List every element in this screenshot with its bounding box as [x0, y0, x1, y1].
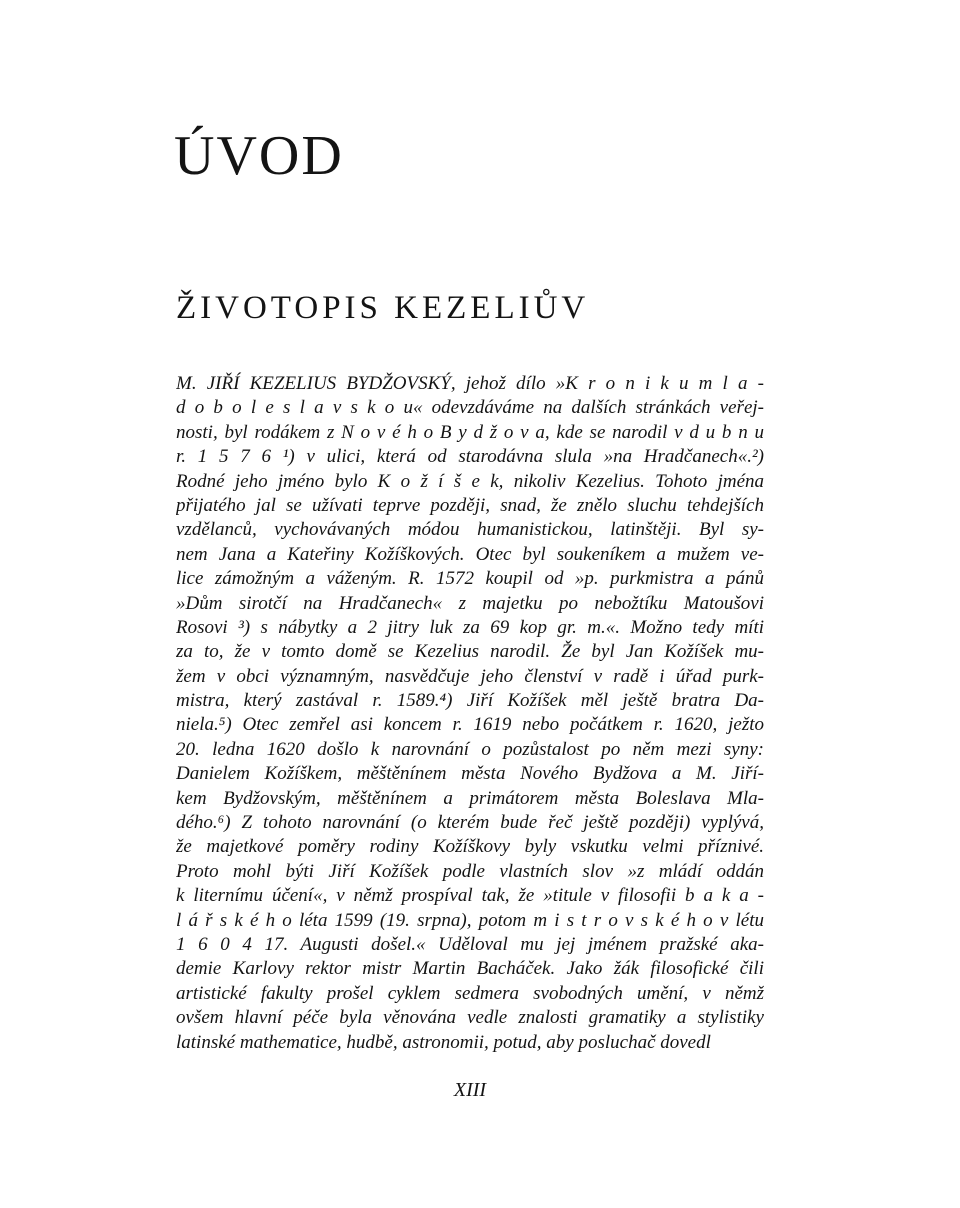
page-title: ÚVOD [174, 125, 344, 187]
text-line: za to, že v tomto domě se Kezelius narodil. Že byl Jan Kožíšek mu- [176, 641, 764, 663]
text-line: vzdělanců, vychovávaných módou humanistickou, latinštěji. Byl sy- [176, 519, 764, 541]
text-line: dého.⁶) Z tohoto narovnání (o kterém bude řeč ještě později) vyplývá, [176, 812, 764, 834]
text-line: 1 6 0 4 17. Augusti došel.« Uděloval mu jej jménem pražské aka- [176, 933, 764, 955]
page-number: XIII [453, 1079, 487, 1101]
text-line: že majetkové poměry rodiny Kožíškovy byly vskutku velmi příznivé. [176, 836, 764, 858]
body-paragraph [176, 372, 764, 1055]
text-line: Danielem Kožíškem, měštěnínem města Nového Bydžova a M. Jiří- [176, 763, 764, 785]
text-line: niela.⁵) Otec zemřel asi koncem r. 1619 nebo počátkem r. 1620, ježto [176, 714, 764, 736]
text-line: mistra, který zastával r. 1589.⁴) Jiří Kožíšek měl ještě bratra Da- [176, 690, 764, 712]
text-line: Rosovi ³) s nábytky a 2 jitry luk za 69 kop gr. m.«. Možno tedy míti [176, 616, 764, 638]
text-line: artistické fakulty prošel cyklem sedmera svobodných umění, v němž [176, 982, 764, 1004]
text-line: »Dům sirotčí na Hradčanech« z majetku po nebožtíku Matoušovi [176, 592, 764, 614]
text-line: k liternímu účení«, v němž prospíval tak, že »titule v filosofii b a k a - [176, 885, 764, 907]
text-line: l á ř s k é h o léta 1599 (19. srpna), potom m i s t r o v s k é h o v létu [176, 909, 764, 931]
text-line: demie Karlovy rektor mistr Martin Bacháček. Jako žák filosofické čili [176, 958, 764, 980]
text-line: nem Jana a Kateřiny Kožíškových. Otec byl soukeníkem a mužem ve- [176, 543, 764, 565]
text-line: lice zámožným a váženým. R. 1572 koupil od »p. purkmistra a pánů [176, 568, 764, 590]
section-title: ŽIVOTOPIS KEZELIŮV [176, 290, 590, 326]
text-line: r. 1 5 7 6 ¹) v ulici, která od starodávna slula »na Hradčanech«.²) [176, 446, 764, 468]
text-line: nosti, byl rodákem z N o v é h o B y d ž o v a, kde se narodil v d u b n u [176, 421, 764, 443]
text-line: d o b o l e s l a v s k o u« odevzdáváme na dalších stránkách veřej- [176, 397, 764, 419]
text-line: ovšem hlavní péče byla věnována vedle znalosti gramatiky a stylistiky [176, 1007, 764, 1029]
text-line: latinské mathematice, hudbě, astronomii, potud, aby posluchač dovedl [176, 1031, 711, 1053]
text-line: kem Bydžovským, měštěnínem a primátorem města Boleslava Mla- [176, 787, 764, 809]
text-line: žem v obci významným, nasvědčuje jeho členství v radě i úřad purk- [176, 665, 764, 687]
text-line: Rodné jeho jméno bylo K o ž í š e k, nikoliv Kezelius. Tohoto jména [176, 470, 764, 492]
text-line: 20. ledna 1620 došlo k narovnání o pozůstalost po něm mezi syny: [176, 738, 764, 760]
text-line: přijatého jal se užívati teprve později, snad, že znělo sluchu tehdejších [176, 494, 764, 516]
text-line: Proto mohl býti Jiří Kožíšek podle vlastních slov »z mládí oddán [176, 860, 764, 882]
text-line: M. JIŘÍ KEZELIUS BYDŽOVSKÝ, jehož dílo »K r o n i k u m l a - [176, 373, 764, 394]
